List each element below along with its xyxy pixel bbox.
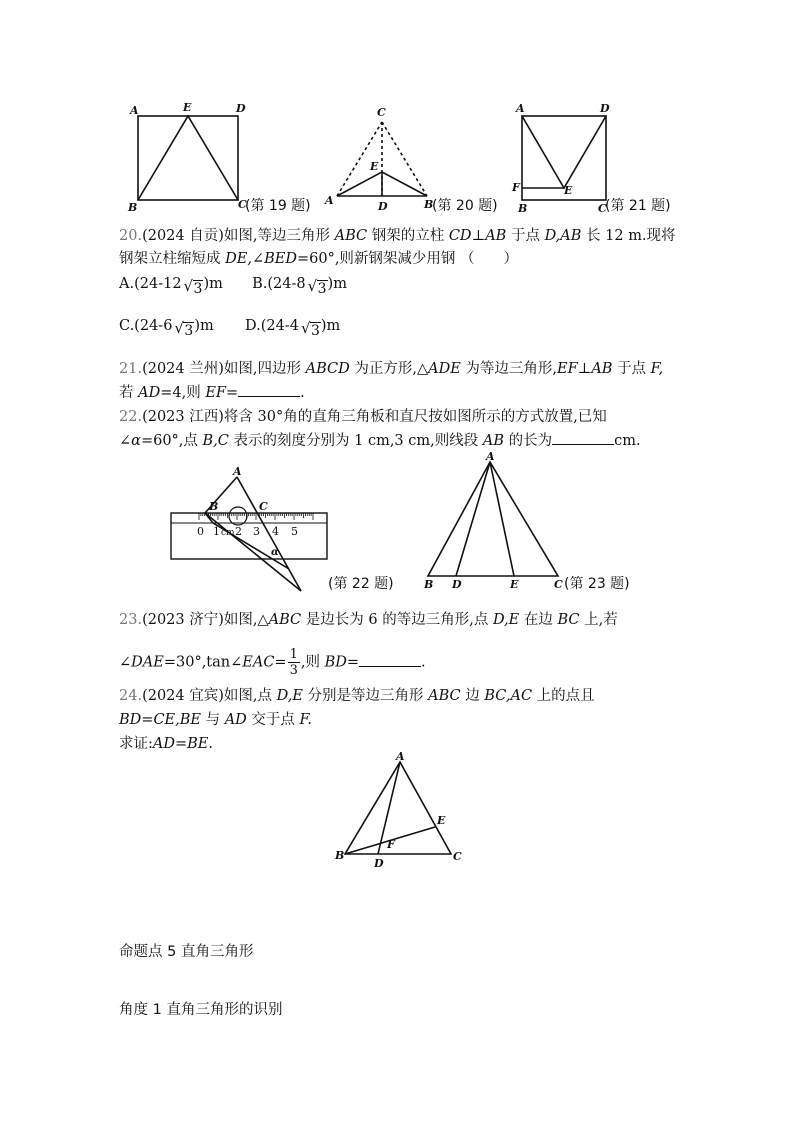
label-a: A <box>130 104 139 117</box>
label-e: E <box>564 184 573 197</box>
tick-1: 1 <box>213 525 220 538</box>
label-a: A <box>233 465 242 478</box>
label-a: A <box>486 450 495 463</box>
ruler-ticks <box>199 513 313 520</box>
figure-20 <box>325 104 445 214</box>
label-d: D <box>452 578 462 591</box>
figure-23 <box>420 450 570 595</box>
answer-blank-21[interactable] <box>238 382 300 397</box>
label-d: D <box>374 857 384 870</box>
tick-5: 5 <box>291 525 298 538</box>
caption-23: (第 23 题) <box>564 576 630 592</box>
triangle-ebc <box>138 116 238 200</box>
label-f: F <box>512 181 520 194</box>
section-title: 命题点 5 直角三角形 <box>119 944 254 960</box>
tick-unit: cm <box>221 528 235 538</box>
caption-22: (第 22 题) <box>328 576 394 592</box>
q20-line1: 20.(2024 自贡)如图,等边三角形 ABC 钢架的立柱 CD⊥AB 于点 D,AB 长 12 m.现将 <box>119 228 676 244</box>
option-c[interactable]: C.(24-6 √ 3)m <box>119 318 214 339</box>
figure-24 <box>333 750 473 872</box>
triangle-abc <box>345 762 451 854</box>
label-c: C <box>377 106 386 119</box>
label-d: D <box>378 200 388 213</box>
label-b: B <box>518 202 528 215</box>
label-e: E <box>183 101 192 114</box>
label-e: E <box>510 578 519 591</box>
fraction-one-third: $\frac{1}{3}$ <box>289 647 298 678</box>
q23-line2: ∠DAE=30°,tan∠EAC= $\frac{1}{3}$ ,则 BD= . <box>119 647 426 678</box>
label-c: C <box>259 500 268 513</box>
square-abcd <box>138 116 238 200</box>
q20-number: 20. <box>119 228 143 244</box>
label-d: D <box>600 102 610 115</box>
q21-line2: 若 AD=4,则 EF= . <box>119 382 305 404</box>
q20-options-ab <box>119 273 347 300</box>
label-c: C <box>554 578 563 591</box>
q22-line2: ∠α=60°,点 B,C 表示的刻度分别为 1 cm,3 cm,则线段 AB 的长为 cm. <box>119 430 641 452</box>
q22-line1: 22.(2023 江西)将含 30°角的直角三角板和直尺按如图所示的方式放置,已知 <box>119 409 607 425</box>
label-b: B <box>424 198 434 211</box>
label-b: B <box>128 201 138 214</box>
caption-20: (第 20 题) <box>432 198 498 214</box>
tick-0: 0 <box>197 525 204 538</box>
ruler <box>171 513 327 559</box>
label-a: A <box>516 102 525 115</box>
label-b: B <box>424 578 434 591</box>
q24-number: 24. <box>119 688 143 704</box>
caption-21: (第 21 题) <box>605 198 671 214</box>
option-a[interactable]: A.(24-12 √ 3)m <box>119 276 223 297</box>
q20-options-cd <box>119 315 340 342</box>
label-d: D <box>236 102 246 115</box>
q20-line2: 钢架立柱缩短成 DE,∠BED=60°,则新钢架减少用钢 （ ） <box>119 251 519 267</box>
q23-number: 23. <box>119 612 143 628</box>
label-b: B <box>209 500 219 513</box>
q21-number: 21. <box>119 361 143 377</box>
tick-4: 4 <box>272 525 279 538</box>
label-c: C <box>598 202 607 215</box>
tick-3: 3 <box>253 525 260 538</box>
caption-19: (第 19 题) <box>245 198 311 214</box>
q24-line2: BD=CE,BE 与 AD 交于点 F. <box>119 712 312 728</box>
label-a: A <box>325 194 334 207</box>
label-b: B <box>335 849 345 862</box>
label-e: E <box>370 160 379 173</box>
angle-alpha: α <box>271 547 279 558</box>
option-b[interactable]: B.(24-8 √ 3)m <box>252 276 347 297</box>
answer-blank-22[interactable] <box>552 430 614 445</box>
answer-blank-23[interactable] <box>359 652 421 667</box>
label-c: C <box>238 198 247 211</box>
label-c: C <box>453 850 462 863</box>
q24-line1: 24.(2024 宜宾)如图,点 D,E 分别是等边三角形 ABC 边 BC,AC 上的点且 <box>119 688 595 704</box>
triangle-ade <box>522 116 606 188</box>
q21-line1: 21.(2024 兰州)如图,四边形 ABCD 为正方形,△ADE 为等边三角形,EF⊥AB 于点 F, <box>119 361 664 377</box>
q24-line3: 求证:AD=BE. <box>119 736 214 752</box>
q23-line1: 23.(2023 济宁)如图,△ABC 是边长为 6 的等边三角形,点 D,E 在边 BC 上,若 <box>119 612 618 628</box>
label-a: A <box>396 750 405 763</box>
label-f: F <box>387 838 395 851</box>
figure-22 <box>165 465 345 595</box>
label-e: E <box>437 814 446 827</box>
q22-number: 22. <box>119 409 143 425</box>
section-subtitle: 角度 1 直角三角形的识别 <box>119 1002 283 1018</box>
tick-2: 2 <box>235 525 242 538</box>
option-d[interactable]: D.(24-4 √ 3)m <box>244 318 341 339</box>
